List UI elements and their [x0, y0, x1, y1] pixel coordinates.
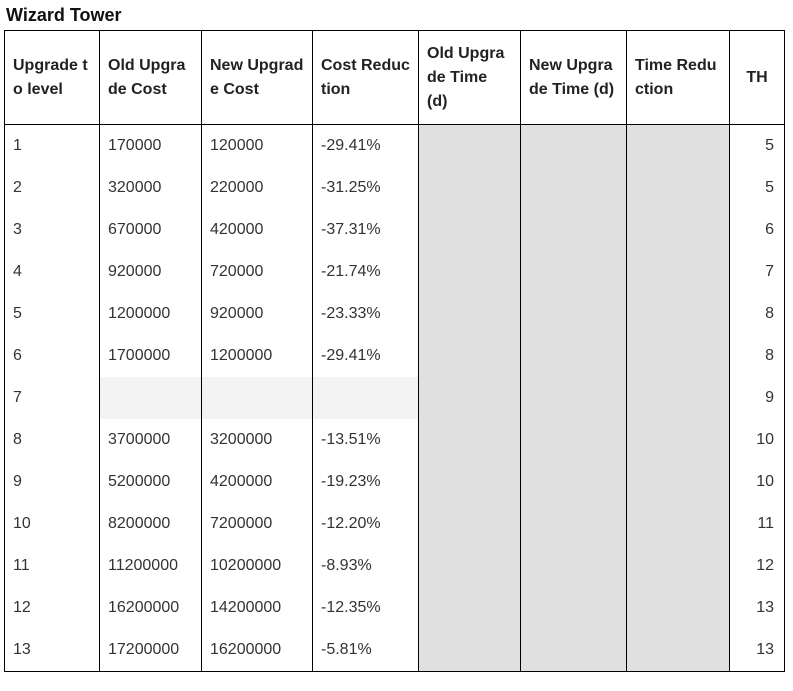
cell-old-time: [419, 545, 521, 587]
table-row: [5, 419, 785, 461]
header-new-time: New Upgrade Time (d): [521, 31, 627, 125]
header-old-time: Old Upgrade Time (d): [419, 31, 521, 125]
cell-cost-reduction: -12.35%: [313, 587, 419, 629]
cell-cost-reduction: -21.74%: [313, 251, 419, 293]
cell-time-reduction: [627, 503, 730, 545]
table-row: [5, 545, 785, 587]
cell-cost-reduction: [313, 377, 419, 419]
header-new-cost: New Upgrade Cost: [202, 31, 313, 125]
cell-cost-reduction: -5.81%: [313, 629, 419, 672]
table-body: [5, 125, 785, 672]
header-old-cost: Old Upgrade Cost: [100, 31, 202, 125]
cell-time-reduction: [627, 629, 730, 672]
cell-new-time: [521, 167, 627, 209]
cell-level: 9: [5, 461, 100, 503]
table-row: [5, 503, 785, 545]
cell-old-cost: 8200000: [100, 503, 202, 545]
cell-time-reduction: [627, 125, 730, 168]
cell-old-cost: 11200000: [100, 545, 202, 587]
cell-new-time: [521, 461, 627, 503]
cell-time-reduction: [627, 545, 730, 587]
table-row: [5, 251, 785, 293]
cell-old-time: [419, 293, 521, 335]
header-th: TH: [730, 31, 785, 125]
table-row: [5, 335, 785, 377]
cell-new-cost: 120000: [202, 125, 313, 168]
cell-old-cost: 320000: [100, 167, 202, 209]
header-upgrade-level: Upgrade to level: [5, 31, 100, 125]
cell-level: 7: [5, 377, 100, 419]
cell-th: 9: [730, 377, 785, 419]
cell-new-cost: 10200000: [202, 545, 313, 587]
cell-time-reduction: [627, 461, 730, 503]
table-row: [5, 587, 785, 629]
cell-old-cost: 920000: [100, 251, 202, 293]
cell-time-reduction: [627, 293, 730, 335]
cell-level: 3: [5, 209, 100, 251]
cell-old-cost: 17200000: [100, 629, 202, 672]
cell-th: 8: [730, 293, 785, 335]
cell-old-cost: 5200000: [100, 461, 202, 503]
cell-th: 7: [730, 251, 785, 293]
cell-old-time: [419, 167, 521, 209]
cell-cost-reduction: -13.51%: [313, 419, 419, 461]
cell-time-reduction: [627, 419, 730, 461]
table-row: [5, 377, 785, 419]
header-time-reduction: Time Reduction: [627, 31, 730, 125]
cell-old-cost: 1200000: [100, 293, 202, 335]
cell-old-cost: 16200000: [100, 587, 202, 629]
cell-old-time: [419, 209, 521, 251]
cell-level: 2: [5, 167, 100, 209]
cell-new-time: [521, 545, 627, 587]
cell-new-cost: 14200000: [202, 587, 313, 629]
cell-time-reduction: [627, 587, 730, 629]
cell-new-cost: 16200000: [202, 629, 313, 672]
cell-old-time: [419, 251, 521, 293]
cell-time-reduction: [627, 209, 730, 251]
page-title: Wizard Tower: [6, 5, 122, 25]
table-row: [5, 209, 785, 251]
cell-level: 10: [5, 503, 100, 545]
cell-cost-reduction: -29.41%: [313, 335, 419, 377]
cell-th: 8: [730, 335, 785, 377]
cell-new-time: [521, 251, 627, 293]
cell-th: 12: [730, 545, 785, 587]
cell-level: 6: [5, 335, 100, 377]
header-cost-reduction: Cost Reduction: [313, 31, 419, 125]
cell-old-cost: 170000: [100, 125, 202, 168]
cell-old-cost: 1700000: [100, 335, 202, 377]
cell-old-cost: 3700000: [100, 419, 202, 461]
cell-time-reduction: [627, 377, 730, 419]
table-row: [5, 125, 785, 168]
cell-new-cost: 4200000: [202, 461, 313, 503]
cell-level: 13: [5, 629, 100, 672]
cell-old-cost: [100, 377, 202, 419]
cell-level: 5: [5, 293, 100, 335]
cell-level: 1: [5, 125, 100, 168]
cell-old-time: [419, 335, 521, 377]
cell-level: 11: [5, 545, 100, 587]
header-row: [5, 31, 785, 125]
cell-new-time: [521, 335, 627, 377]
cell-new-time: [521, 209, 627, 251]
table-row: [5, 461, 785, 503]
cell-time-reduction: [627, 167, 730, 209]
cell-old-time: [419, 587, 521, 629]
cell-th: 10: [730, 419, 785, 461]
cell-cost-reduction: -8.93%: [313, 545, 419, 587]
table-row: [5, 293, 785, 335]
cell-cost-reduction: -23.33%: [313, 293, 419, 335]
cell-new-cost: 720000: [202, 251, 313, 293]
cell-new-time: [521, 587, 627, 629]
cell-new-cost: 1200000: [202, 335, 313, 377]
cell-new-cost: 7200000: [202, 503, 313, 545]
cell-old-time: [419, 125, 521, 168]
cell-old-time: [419, 629, 521, 672]
cell-th: 5: [730, 167, 785, 209]
cell-new-cost: 3200000: [202, 419, 313, 461]
cell-new-cost: 920000: [202, 293, 313, 335]
cell-cost-reduction: -12.20%: [313, 503, 419, 545]
cell-old-time: [419, 461, 521, 503]
cell-cost-reduction: -19.23%: [313, 461, 419, 503]
cell-new-time: [521, 629, 627, 672]
cell-cost-reduction: -37.31%: [313, 209, 419, 251]
cell-th: 5: [730, 125, 785, 168]
cell-new-time: [521, 503, 627, 545]
cell-th: 6: [730, 209, 785, 251]
cell-level: 4: [5, 251, 100, 293]
table-row: [5, 629, 785, 672]
cell-old-time: [419, 503, 521, 545]
cell-cost-reduction: -31.25%: [313, 167, 419, 209]
cell-th: 13: [730, 629, 785, 672]
cell-new-time: [521, 293, 627, 335]
cell-th: 11: [730, 503, 785, 545]
cell-cost-reduction: -29.41%: [313, 125, 419, 168]
cell-new-time: [521, 377, 627, 419]
cell-level: 12: [5, 587, 100, 629]
cell-old-time: [419, 377, 521, 419]
upgrade-table: [4, 30, 785, 672]
cell-new-time: [521, 125, 627, 168]
cell-time-reduction: [627, 335, 730, 377]
cell-new-cost: 420000: [202, 209, 313, 251]
cell-old-cost: 670000: [100, 209, 202, 251]
cell-level: 8: [5, 419, 100, 461]
cell-new-cost: [202, 377, 313, 419]
cell-new-time: [521, 419, 627, 461]
table-row: [5, 167, 785, 209]
cell-old-time: [419, 419, 521, 461]
cell-new-cost: 220000: [202, 167, 313, 209]
cell-th: 10: [730, 461, 785, 503]
cell-th: 13: [730, 587, 785, 629]
cell-time-reduction: [627, 251, 730, 293]
